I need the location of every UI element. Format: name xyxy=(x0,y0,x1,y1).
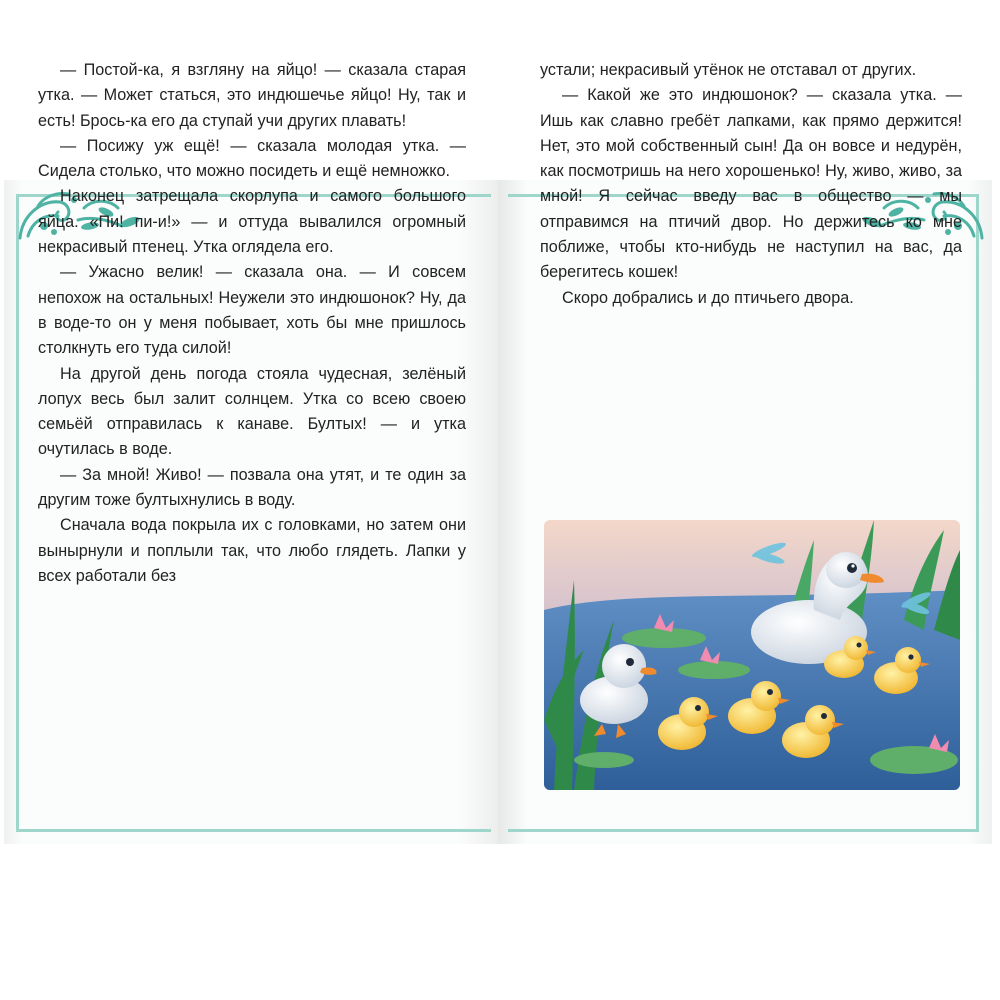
paragraph: На другой день погода стояла чудесная, зелёный лопух весь был залит солнцем. Утка со всею своею семьёй отправилась к канаве. Бултых! — и утка очутилась в воде. xyxy=(38,364,466,459)
paragraph: Скоро добрались и до птичьего двора. xyxy=(562,288,854,307)
paragraph: — Постой-ка, я взгляну на яйцо! — сказала старая утка. — Может статься, это индюшечье яйцо! Ну, так и есть! Брось-ка его да ступай учи других плавать! xyxy=(38,61,466,130)
duck-family-illustration xyxy=(544,520,960,790)
paragraph: — Ужасно велик! — сказала она. — И совсем непохож на остальных! Неужели это индюшонок? Ну, да в воде-то он у меня побывает, хоть бы мне пришлось столкнуть его туда силой! xyxy=(38,263,466,358)
paragraph: — Какой же это индюшонок? — сказала утка. — Ишь как славно гребёт лапками, как прямо держится! Нет, это мой собственный сын! Да он вовсе и недурён, как посмотришь на него хорошенько! Ну, живо, живо, за мной! Я сейчас введу вас в общество — мы отправимся на птичий двор. Но держитесь ко мне поближе, чтобы кто-нибудь не наступил на вас, да берегитесь кошек! xyxy=(540,86,962,282)
paragraph: Наконец затрещала скорлупа и самого большого яйца. «Пи! пи-и!» — и оттуда вывалился огромный некрасивый птенец. Утка оглядела его. xyxy=(38,187,466,257)
left-page-text xyxy=(38,58,466,589)
right-page-text xyxy=(540,58,962,311)
paragraph: — За мной! Живо! — позвала она утят, и те один за другим тоже бултыхнулись в воду. xyxy=(38,465,466,510)
paragraph: Сначала вода покрыла их с головками, но затем они вынырнули и поплыли так, что любо глядеть. Лапки у всех работали без xyxy=(38,516,466,585)
paragraph-continuation: устали; некрасивый утёнок не отставал от других. xyxy=(540,61,917,79)
paragraph: — Посижу уж ещё! — сказала молодая утка. — Сидела столько, что можно посидеть и ещё немножко. xyxy=(38,136,466,181)
